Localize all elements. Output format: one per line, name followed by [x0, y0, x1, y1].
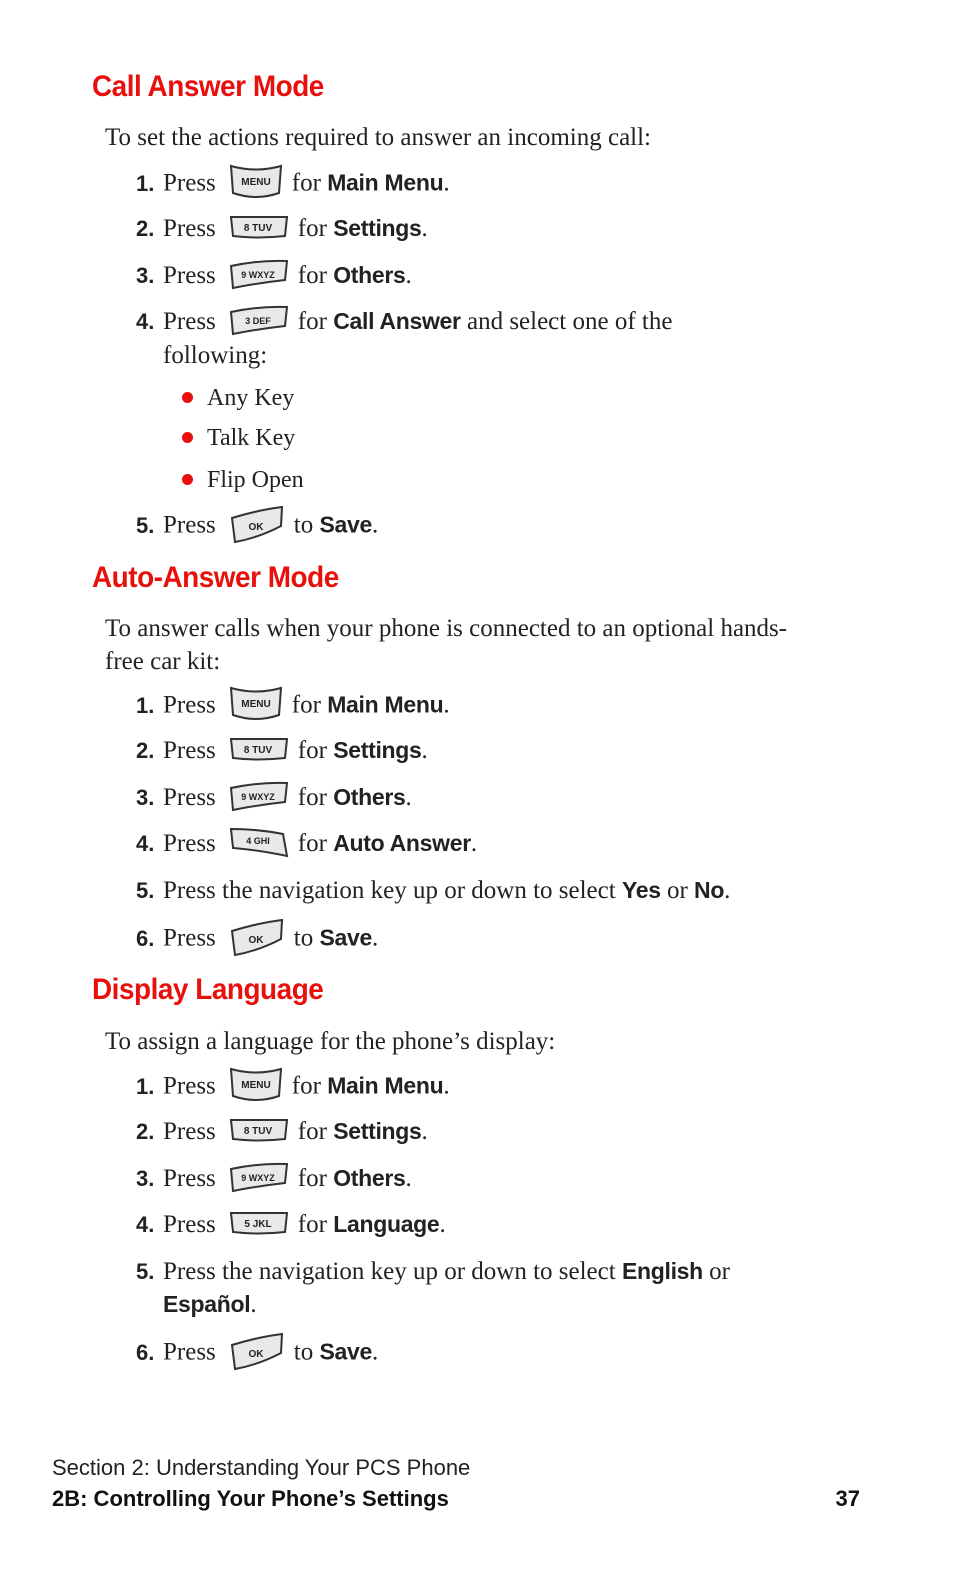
step-number: 6. [136, 1339, 155, 1365]
step-target: Save [319, 1338, 373, 1365]
section-heading-call-answer-mode: Call Answer Mode [92, 70, 324, 103]
step-text: Press [163, 1072, 216, 1100]
step-text: . [372, 1338, 379, 1366]
step-text: . [250, 1291, 257, 1318]
bullet-item [182, 423, 295, 453]
step-text: Press [163, 784, 216, 811]
svg-text:4 GHI: 4 GHI [246, 836, 270, 847]
step-text: . [405, 784, 412, 811]
step-text: or [666, 877, 688, 904]
step-text: . [372, 924, 379, 952]
step-number: 3. [136, 1166, 155, 1191]
bullet-text: Any Key [207, 385, 295, 411]
ok-key-icon [228, 1331, 286, 1371]
step-3 [136, 1162, 816, 1196]
step-6 [136, 920, 816, 960]
step-target: Main Menu [327, 691, 444, 718]
step-2 [136, 212, 816, 245]
svg-text:9 WXYZ: 9 WXYZ [241, 270, 275, 281]
step-target: Auto Answer [333, 830, 471, 856]
svg-text:OK: OK [248, 522, 264, 533]
step-continuation: following: [163, 342, 268, 370]
step-text: Press [163, 511, 216, 539]
step-target: Call Answer [333, 308, 461, 334]
step-number: 1. [136, 170, 155, 196]
step-number: 5. [136, 1259, 155, 1284]
page-number: 37 [835, 1486, 860, 1511]
step-text: Press [163, 1118, 216, 1145]
step-text: for [297, 308, 327, 335]
footer-section-title: Section 2: Understanding Your PCS Phone [52, 1455, 471, 1480]
ok-key-icon [228, 917, 286, 957]
step-text: for [297, 262, 327, 289]
step-text: . [470, 830, 478, 857]
svg-text:OK: OK [248, 1349, 264, 1360]
step-target: Save [319, 511, 373, 538]
step-text: Press the navigation key up or down to select [163, 1258, 616, 1285]
step-text: Press [163, 1338, 216, 1366]
step-text: for [297, 1165, 327, 1192]
step-2 [136, 1115, 816, 1148]
bullet-icon [182, 392, 193, 403]
step-text: Press [163, 691, 216, 719]
step-4 [136, 305, 816, 372]
step-text: . [372, 511, 379, 539]
step-target: Others [333, 784, 406, 810]
step-target: Language [333, 1211, 440, 1237]
svg-text:9 WXYZ: 9 WXYZ [241, 1173, 275, 1184]
step-3 [136, 781, 816, 815]
svg-text:MENU: MENU [241, 177, 271, 188]
step-text: for [297, 215, 327, 242]
step-text: . [421, 1118, 428, 1145]
bullet-icon [182, 474, 193, 485]
step-text: Press [163, 924, 216, 952]
svg-text:8 TUV: 8 TUV [243, 1126, 272, 1138]
step-target: Settings [333, 215, 422, 241]
step-number: 4. [136, 831, 155, 856]
step-5 [136, 1255, 816, 1321]
key-8-icon [228, 736, 290, 762]
step-4 [136, 1208, 816, 1241]
step-text: . [443, 1072, 450, 1100]
key-4-icon [228, 826, 290, 858]
step-target: Main Menu [327, 169, 444, 196]
key-8-icon [228, 214, 290, 240]
step-text: Press [163, 1165, 216, 1192]
step-target: Others [333, 1165, 406, 1191]
step-text: Press [163, 830, 216, 857]
ok-key-icon [228, 504, 286, 544]
svg-text:MENU: MENU [241, 699, 271, 710]
svg-text:5 JKL: 5 JKL [244, 1219, 272, 1231]
step-text: for [297, 1211, 327, 1238]
step-target: No [694, 877, 725, 903]
step-text: . [443, 169, 450, 197]
step-target: Main Menu [327, 1072, 444, 1099]
step-number: 4. [136, 309, 155, 334]
step-5 [136, 874, 816, 907]
step-text: . [421, 737, 428, 764]
step-text: . [405, 262, 412, 289]
step-text: for [297, 737, 327, 764]
step-number: 2. [136, 738, 155, 763]
section-intro: To answer calls when your phone is connected to an optional hands-free car kit: [105, 615, 788, 675]
step-text: and select one of the [460, 308, 673, 335]
step-text: Press [163, 308, 216, 335]
step-target: Save [319, 924, 373, 951]
step-1 [136, 166, 816, 204]
step-text: or [709, 1258, 730, 1285]
step-text: . [724, 877, 731, 904]
step-target: Others [333, 262, 406, 288]
menu-key-icon [228, 163, 284, 201]
key-9-icon [228, 258, 290, 290]
key-3-icon [228, 304, 290, 336]
step-text: Press [163, 262, 216, 289]
step-number: 1. [136, 1073, 155, 1099]
bullet-item [182, 465, 304, 495]
step-text: Press [163, 215, 216, 242]
step-number: 5. [136, 878, 155, 903]
svg-text:MENU: MENU [241, 1080, 271, 1091]
section-intro: To assign a language for the phone’s display: [105, 1028, 556, 1055]
step-number: 2. [136, 216, 155, 241]
step-number: 2. [136, 1119, 155, 1144]
step-text: Press the navigation key up or down to select [163, 877, 616, 904]
section-heading-display-language: Display Language [92, 973, 324, 1006]
step-target: Yes [621, 877, 661, 903]
step-text: . [421, 215, 428, 242]
step-text: for [291, 169, 321, 197]
step-text: for [297, 784, 327, 811]
step-2 [136, 734, 816, 767]
key-9-icon [228, 1161, 290, 1193]
step-target: Settings [333, 737, 422, 763]
key-5-icon [228, 1210, 290, 1236]
svg-text:8 TUV: 8 TUV [243, 745, 272, 757]
step-text: for [297, 830, 327, 857]
step-text: to [293, 924, 314, 952]
bullet-item [182, 383, 294, 413]
step-number: 3. [136, 785, 155, 810]
step-3 [136, 259, 816, 293]
svg-text:3 DEF: 3 DEF [245, 316, 271, 327]
menu-key-icon [228, 685, 284, 723]
bullet-text: Talk Key [207, 425, 296, 451]
step-text: Press [163, 737, 216, 764]
step-text: for [291, 1072, 321, 1100]
menu-key-icon [228, 1066, 284, 1104]
section-intro: To set the actions required to answer an incoming call: [105, 124, 651, 151]
step-5 [136, 507, 816, 547]
step-text: Press [163, 1211, 216, 1238]
step-text: . [443, 691, 450, 719]
footer-chapter-title: 2B: Controlling Your Phone’s Settings [52, 1486, 449, 1511]
step-text: for [291, 691, 321, 719]
step-text: Press [163, 169, 216, 197]
step-target: Español [163, 1291, 251, 1317]
step-number: 3. [136, 263, 155, 288]
step-text: for [297, 1118, 327, 1145]
step-text: . [439, 1211, 446, 1238]
step-6 [136, 1334, 816, 1374]
step-text: to [293, 1338, 314, 1366]
step-text: . [405, 1165, 412, 1192]
bullet-text: Flip Open [207, 467, 304, 493]
step-number: 6. [136, 925, 155, 951]
step-text: to [293, 511, 314, 539]
svg-text:OK: OK [248, 935, 264, 946]
key-8-icon [228, 1117, 290, 1143]
svg-text:8 TUV: 8 TUV [243, 223, 272, 235]
step-number: 5. [136, 512, 155, 538]
step-continuation [136, 1288, 816, 1321]
step-target: Settings [333, 1118, 422, 1144]
step-number: 4. [136, 1212, 155, 1237]
step-1 [136, 688, 816, 726]
bullet-icon [182, 432, 193, 443]
step-target: English [621, 1258, 703, 1284]
svg-text:9 WXYZ: 9 WXYZ [241, 792, 275, 803]
section-heading-auto-answer-mode: Auto-Answer Mode [92, 561, 339, 594]
step-number: 1. [136, 692, 155, 718]
step-1 [136, 1069, 816, 1107]
key-9-icon [228, 780, 290, 812]
step-4 [136, 827, 816, 861]
